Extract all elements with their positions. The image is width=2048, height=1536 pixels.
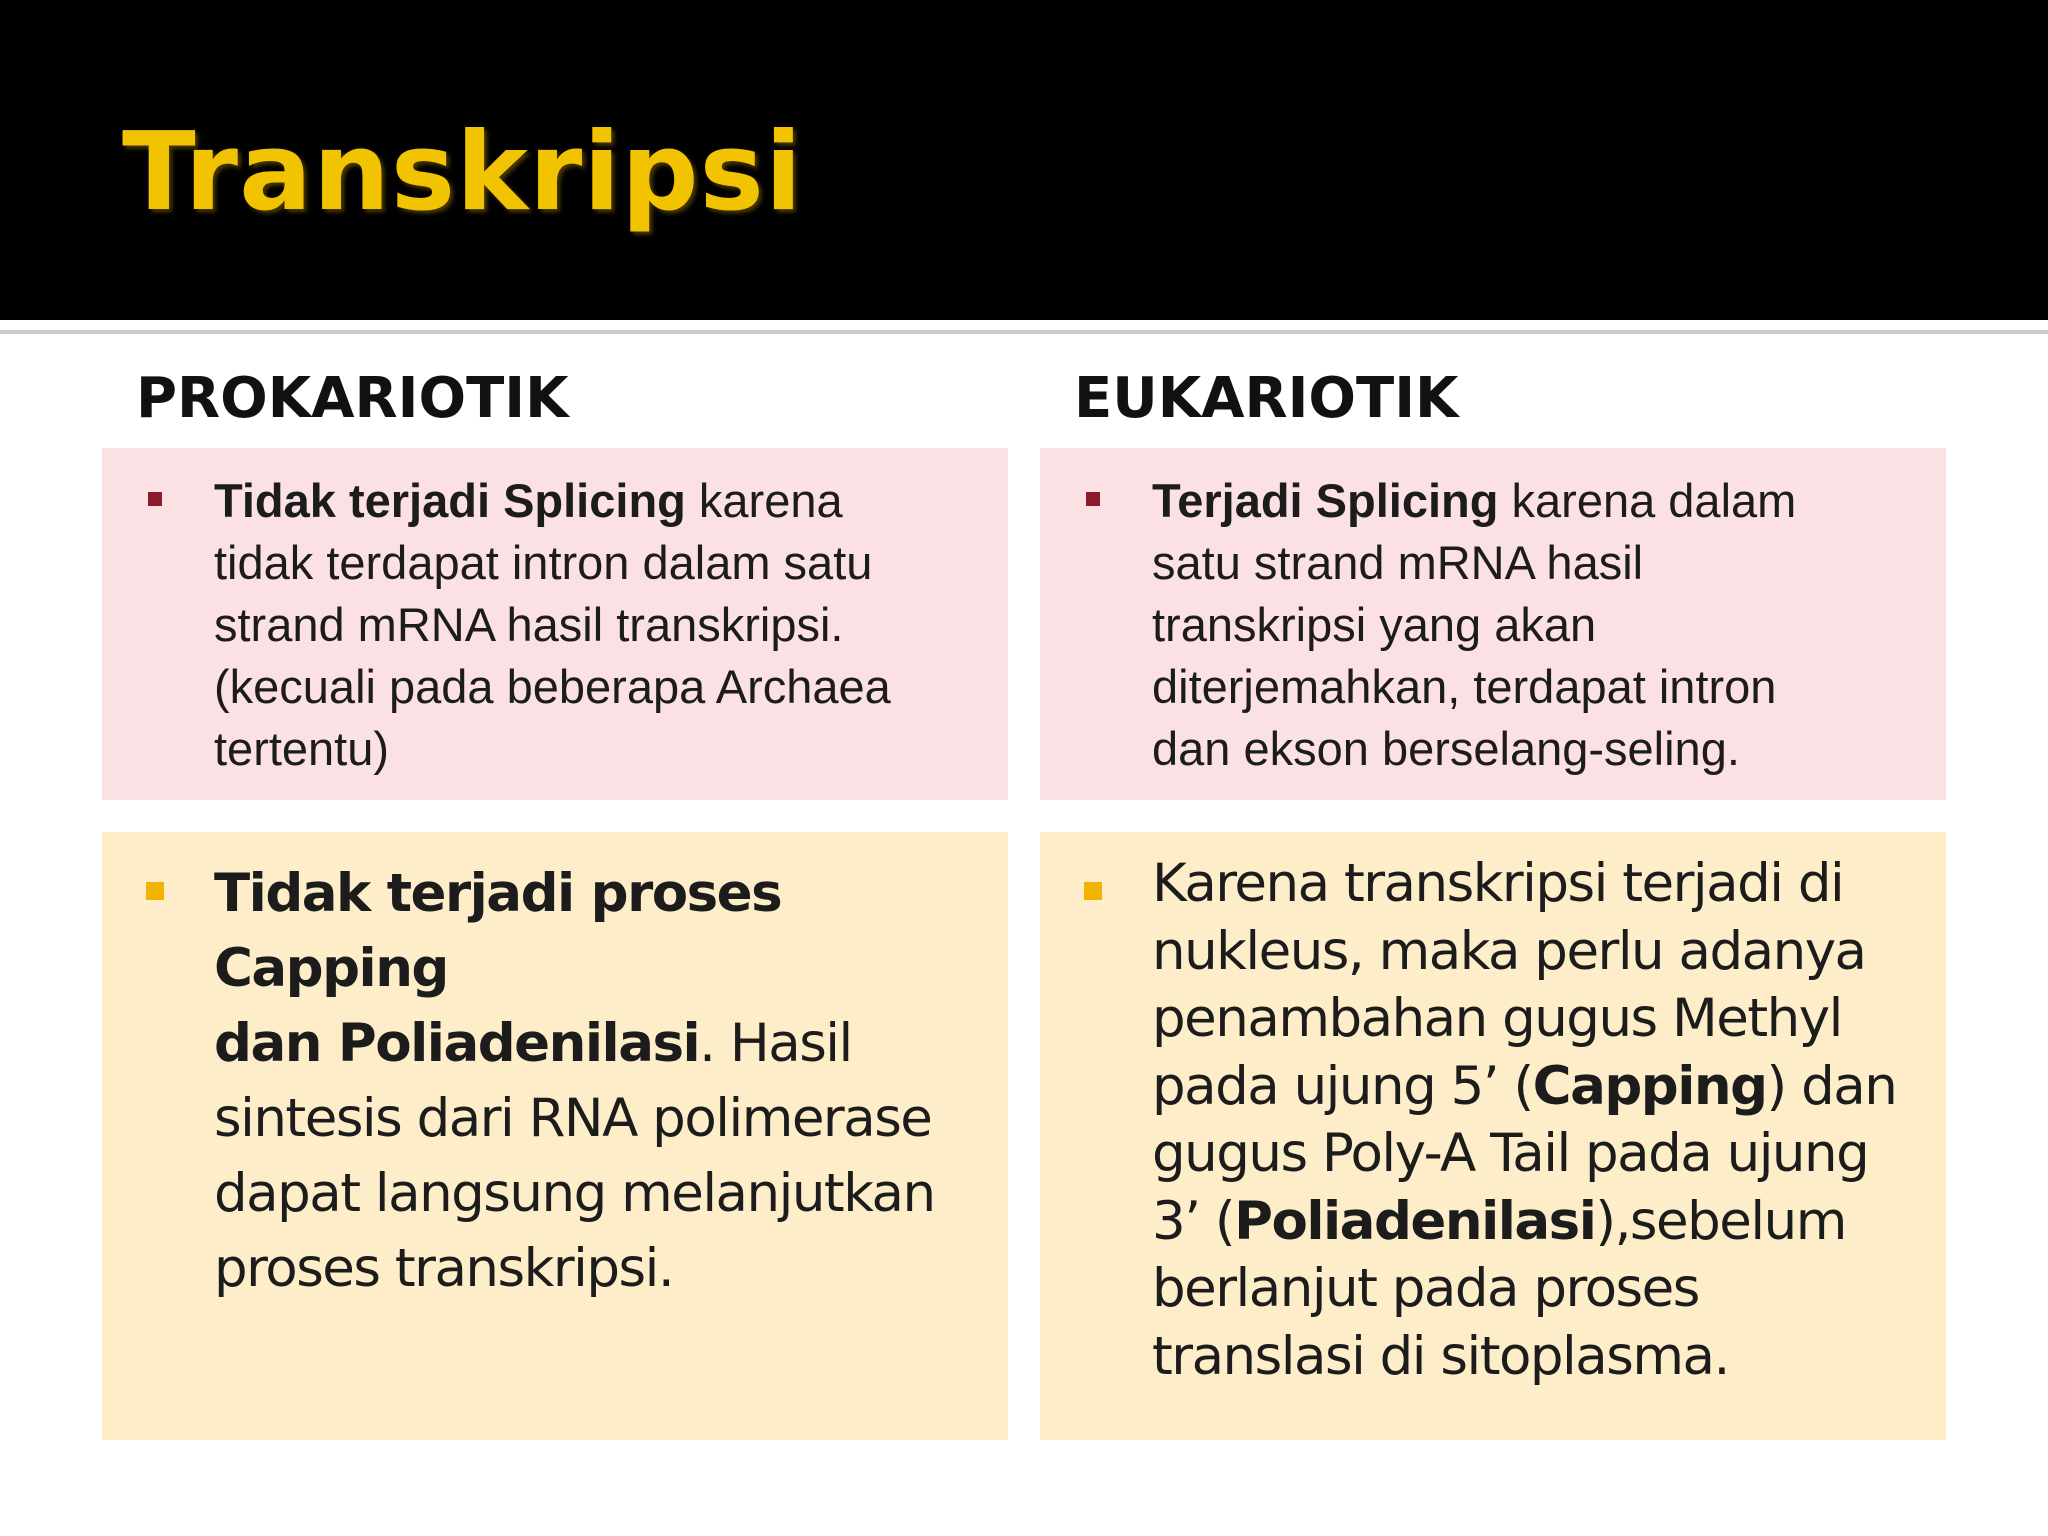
text-line: (kecuali pada beberapa Archaea <box>214 660 891 713</box>
square-bullet-icon <box>148 492 162 506</box>
prokariotik-capping-text <box>214 856 1008 1306</box>
text-line: tertentu) <box>214 722 390 775</box>
eukariotik-capping-text <box>1152 850 1896 1390</box>
text-line: diterjemahkan, terdapat intron <box>1152 660 1777 713</box>
text-line: 3’ (Poliadenilasi),sebelum <box>1152 1190 1846 1252</box>
text-line: proses transkripsi. <box>214 1238 674 1299</box>
eukariotik-splicing-box <box>1040 448 1946 800</box>
square-bullet-icon <box>146 882 164 900</box>
text-line: Karena transkripsi terjadi di <box>1152 853 1844 914</box>
heading-prokariotik: PROKARIOTIK <box>136 366 569 431</box>
text-line: translasi di sitoplasma. <box>1152 1325 1729 1387</box>
prokariotik-splicing-box <box>102 448 1008 800</box>
text-line: dan ekson berselang-seling. <box>1152 722 1740 775</box>
text-line: nukleus, maka perlu adanya <box>1152 920 1866 982</box>
text-line: dan Poliadenilasi. Hasil <box>214 1013 852 1074</box>
text-line: Tidak terjadi proses Capping <box>214 863 782 999</box>
prokariotik-capping-box <box>102 832 1008 1440</box>
text-line: Terjadi Splicing karena dalam <box>1152 474 1797 527</box>
prokariotik-splicing-text <box>214 470 891 780</box>
text-line: gugus Poly-A Tail pada ujung <box>1152 1123 1869 1184</box>
text-line: pada ujung 5’ (Capping) dan <box>1152 1055 1897 1117</box>
text-line: strand mRNA hasil transkripsi. <box>214 598 844 651</box>
text-line: satu strand mRNA hasil <box>1152 536 1644 589</box>
text-line: Tidak terjadi Splicing karena <box>214 474 843 527</box>
text-line: transkripsi yang akan <box>1152 598 1597 651</box>
text-line: dapat langsung melanjutkan <box>214 1163 935 1224</box>
heading-eukariotik: EUKARIOTIK <box>1074 366 1459 431</box>
eukariotik-capping-box <box>1040 832 1946 1440</box>
text-line: sintesis dari RNA polimerase <box>214 1088 932 1149</box>
square-bullet-icon <box>1086 492 1100 506</box>
square-bullet-icon <box>1084 882 1102 900</box>
text-line: penambahan gugus Methyl <box>1152 988 1842 1049</box>
text-line: tidak terdapat intron dalam satu <box>214 536 873 589</box>
text-line: berlanjut pada proses <box>1152 1258 1699 1319</box>
eukariotik-splicing-text <box>1152 470 1796 780</box>
title-divider <box>0 330 2048 334</box>
slide-title: Transkripsi <box>122 110 803 235</box>
